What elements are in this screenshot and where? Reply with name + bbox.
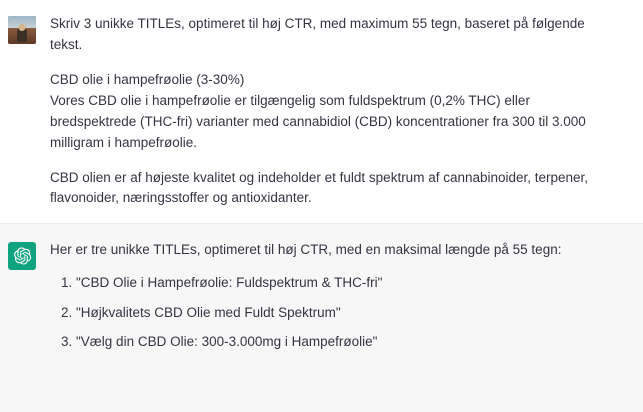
list-item: 3. "Vælg din CBD Olie: 300-3.000mg i Hampefrøolie" [76,332,613,352]
chatgpt-logo-icon [8,242,36,270]
user-paragraph-quality: CBD olien er af højeste kvalitet og indeholder et fuldt spektrum af cannabinoider, terpener, flavonoider, næringsstoffer og antioxidanter. [50,169,589,206]
list-item: 1. "CBD Olie i Hampefrøolie: Fuldspektrum & THC-fri" [76,273,613,293]
user-paragraph-product-title: CBD olie i hampefrøolie (3-30%) [50,71,245,87]
user-paragraph-instruction: Skriv 3 unikke TITLEs, optimeret til høj CTR, med maximum 55 tegn, baseret på følgende tekst. [50,16,585,52]
list-item: 2. "Højkvalitets CBD Olie med Fuldt Spektrum" [76,303,613,323]
user-paragraph-product-description: Vores CBD olie i hampefrøolie er tilgængelig som fuldspektrum (0,2% THC) eller bredspektrede (THC-fri) varianter med cannabidiol (CBD) koncentrationer fra 300 til 3.000 milligram i hampefrøolie. [50,92,586,150]
assistant-message [0,223,643,412]
assistant-avatar-wrapper [8,240,38,270]
assistant-title-list [50,273,613,352]
assistant-intro-text: Her er tre unikke TITLEs, optimeret til høj CTR, med en maksimal længde på 55 tegn: [50,242,562,258]
assistant-message-body [38,240,613,352]
user-message-body [38,14,613,209]
user-avatar-photo [8,16,36,44]
avatar-head [19,24,26,31]
user-avatar-wrapper [8,14,38,44]
